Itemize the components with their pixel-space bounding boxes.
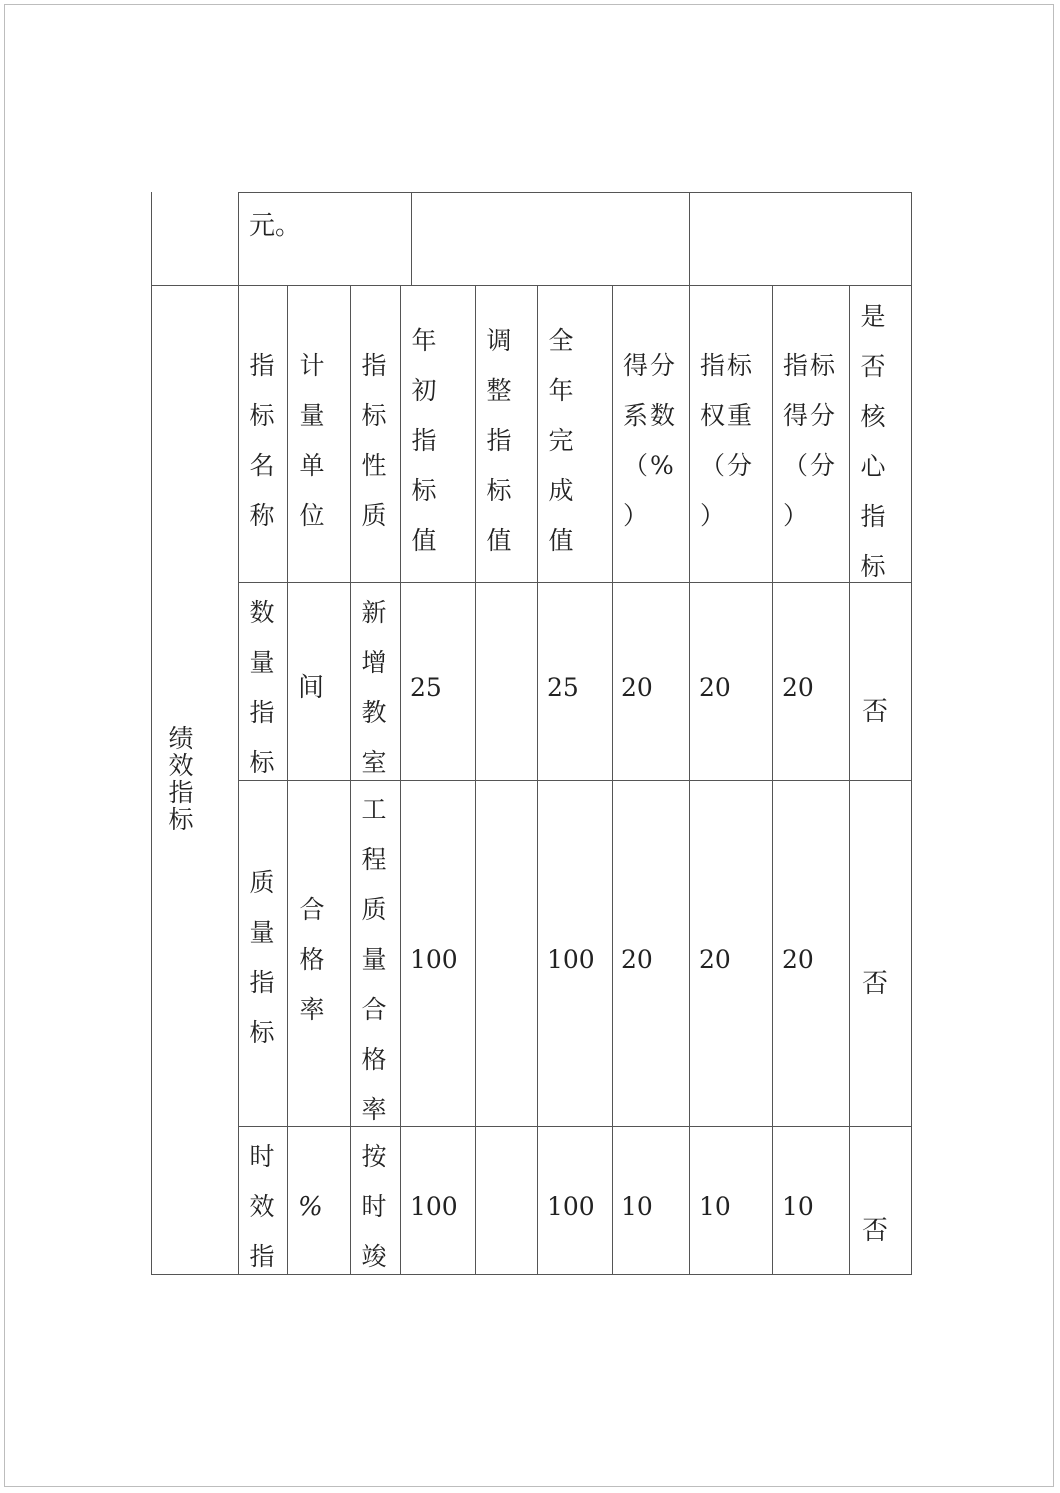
char: 标 <box>168 805 194 834</box>
char: 量 <box>361 945 387 974</box>
char: 指 <box>860 502 886 531</box>
row2-weight: 20 <box>699 945 731 974</box>
row3-completed: 100 <box>547 1192 595 1221</box>
row1-weight: 20 <box>699 673 731 702</box>
header-score-coefficient <box>623 341 677 541</box>
row2-score: 20 <box>782 945 814 974</box>
char: 指 <box>249 968 275 997</box>
row1-name <box>247 588 277 788</box>
char: 标 <box>860 552 886 581</box>
char: 标 <box>249 401 275 430</box>
char: 格 <box>299 945 325 974</box>
row2-coef: 20 <box>621 945 653 974</box>
char: 质 <box>361 501 387 530</box>
char: （分 <box>700 451 755 480</box>
char: 程 <box>361 845 387 874</box>
char: 计 <box>299 351 325 380</box>
char: 教 <box>361 698 387 727</box>
char: 指标 <box>783 351 838 380</box>
char: （% <box>623 451 676 480</box>
char: 成 <box>548 476 574 505</box>
row3-coef: 10 <box>621 1192 653 1221</box>
row2-core: 否 <box>862 969 889 999</box>
row3-name <box>247 1132 277 1282</box>
row2-completed: 100 <box>547 945 595 974</box>
header-adjusted-value <box>484 316 514 566</box>
char: 指 <box>249 698 275 727</box>
char: ） <box>700 501 728 530</box>
char: 性 <box>361 451 387 480</box>
char: （分 <box>783 451 838 480</box>
char: 质 <box>361 895 387 924</box>
row1-nature <box>359 588 389 788</box>
char: 指 <box>249 351 275 380</box>
header-unit <box>297 341 327 541</box>
row1-coef: 20 <box>621 673 653 702</box>
char: 时 <box>249 1142 275 1171</box>
char: 合 <box>299 895 325 924</box>
char: 全 <box>548 326 574 355</box>
char: 是 <box>860 302 886 331</box>
char: 数 <box>249 598 275 627</box>
char: 按 <box>361 1142 387 1171</box>
char: 核 <box>860 402 886 431</box>
char: 指 <box>168 778 194 807</box>
row3-weight: 10 <box>699 1192 731 1221</box>
char: 称 <box>249 501 275 530</box>
row3-core: 否 <box>862 1216 889 1246</box>
char: 指 <box>486 426 512 455</box>
char: 标 <box>361 401 387 430</box>
section-label <box>163 725 199 833</box>
char: 标 <box>411 476 437 505</box>
char: 室 <box>361 748 387 777</box>
char: 整 <box>486 376 512 405</box>
char: 指 <box>411 426 437 455</box>
row1-completed: 25 <box>547 673 579 702</box>
char: 增 <box>361 648 387 677</box>
document-page <box>4 4 1054 1487</box>
char: 否 <box>860 352 886 381</box>
row1-score: 20 <box>782 673 814 702</box>
char: 量 <box>299 401 325 430</box>
header-initial-value <box>409 316 439 566</box>
char: 格 <box>361 1045 387 1074</box>
char: 完 <box>548 426 574 455</box>
char: 调 <box>486 326 512 355</box>
char: 竣 <box>361 1242 387 1271</box>
char: 权重 <box>700 401 755 430</box>
char: 系数 <box>623 401 678 430</box>
header-core-indicator <box>858 292 888 592</box>
header-indicator-name <box>247 341 277 541</box>
header-weight <box>700 341 754 541</box>
char: 新 <box>361 598 387 627</box>
char: 年 <box>411 326 437 355</box>
char: 率 <box>361 1095 387 1124</box>
char: 得分 <box>623 351 678 380</box>
header-score <box>783 341 837 541</box>
row3-score: 10 <box>782 1192 814 1221</box>
continuation-text: 元。 <box>249 211 302 241</box>
char: 初 <box>411 376 437 405</box>
char: 时 <box>361 1192 387 1221</box>
char: 位 <box>299 501 325 530</box>
row2-unit <box>297 885 327 1035</box>
char: 值 <box>548 526 574 555</box>
row1-core: 否 <box>862 697 889 727</box>
char: 值 <box>411 526 437 555</box>
char: 量 <box>249 918 275 947</box>
header-nature <box>359 341 389 541</box>
char: 效 <box>168 751 194 780</box>
char: 得分 <box>783 401 838 430</box>
char: 年 <box>548 376 574 405</box>
char: 指 <box>249 1242 275 1271</box>
row3-nature <box>359 1132 389 1282</box>
char: 标 <box>249 748 275 777</box>
char: 效 <box>249 1192 275 1221</box>
row3-unit: % <box>298 1192 323 1222</box>
row2-initial: 100 <box>410 945 458 974</box>
char: 质 <box>249 868 275 897</box>
char: 名 <box>249 451 275 480</box>
char: 工 <box>361 795 387 824</box>
char: 单 <box>299 451 325 480</box>
char: 指标 <box>700 351 755 380</box>
char: 绩 <box>168 724 194 753</box>
char: 合 <box>361 995 387 1024</box>
char: ） <box>783 501 811 530</box>
char: 心 <box>860 452 886 481</box>
char: ） <box>623 501 651 530</box>
row3-initial: 100 <box>410 1192 458 1221</box>
char: 值 <box>486 526 512 555</box>
char: 标 <box>486 476 512 505</box>
row2-name <box>247 858 277 1058</box>
char: 标 <box>249 1018 275 1047</box>
char: 率 <box>299 995 325 1024</box>
header-completed-value <box>546 316 576 566</box>
row1-unit: 间 <box>298 673 325 703</box>
row2-nature <box>359 785 389 1135</box>
row1-initial: 25 <box>410 673 442 702</box>
char: 量 <box>249 648 275 677</box>
char: 指 <box>361 351 387 380</box>
